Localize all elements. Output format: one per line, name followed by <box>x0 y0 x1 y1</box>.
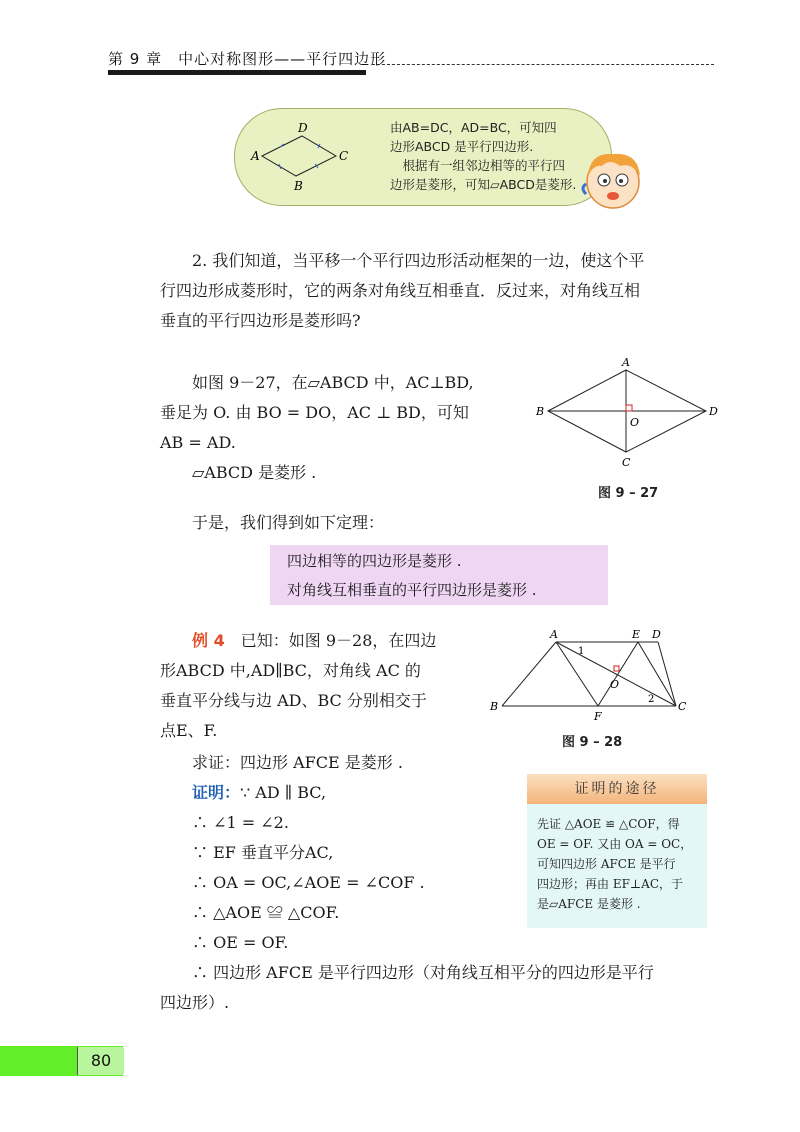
bubble-line: 根据有一组邻边相等的平行四 <box>390 158 566 173</box>
conclusion-text: 于是，我们得到如下定理： <box>160 513 385 532</box>
example-line: 垂直平分线与边 AD、BC 分别相交于 <box>160 691 427 710</box>
small-label-c: C <box>339 149 349 163</box>
fig28-angle-1: 1 <box>578 646 585 657</box>
example-4 <box>160 626 490 746</box>
proof-first: ∵ AD ∥ BC, <box>240 783 327 802</box>
small-label-d: D <box>298 121 308 135</box>
explain-line: 垂足为 O. 由 BO = DO，AC ⊥ BD，可知 <box>160 403 469 422</box>
explanation <box>160 368 540 488</box>
fig27-label-b: B <box>536 405 545 418</box>
question-2 <box>160 246 720 336</box>
tip-line: 四边形；再由 EF⊥AC，于 <box>537 877 684 891</box>
prove-statement: 求证：四边形 AFCE 是菱形 . <box>160 753 403 772</box>
bubble-line: 由AB=DC，AD=BC，可知四 <box>390 120 557 135</box>
header-dashed-rule <box>372 64 714 65</box>
proof-block <box>160 778 500 958</box>
example-label: 例 4 <box>192 631 225 650</box>
fig27-label-c: C <box>622 456 631 469</box>
explain-line: AB = AD. <box>160 433 236 452</box>
fig27-label-o: O <box>630 416 640 429</box>
theorem-box <box>270 545 608 605</box>
proof-line <box>160 778 500 808</box>
explain-line: ▱ABCD 是菱形 . <box>160 463 317 482</box>
fig28-angle-2: 2 <box>648 694 655 705</box>
fig28-caption: 图 9 – 28 <box>562 735 623 750</box>
example-text: 已知：如图 9－28，在四边 <box>240 631 437 650</box>
fig28-label-e: E <box>632 628 641 641</box>
header-underline <box>108 70 366 75</box>
proof-step: ∴ OA = OC,∠AOE = ∠COF . <box>192 873 425 892</box>
tip-title: 证明的途径 <box>527 774 707 804</box>
page-number: 80 <box>77 1047 124 1075</box>
explain-line: 如图 9－27，在▱ABCD 中，AC⊥BD, <box>160 373 474 392</box>
proof-line <box>160 898 500 928</box>
fig27-label-d: D <box>709 405 718 418</box>
proof-final-line: ∴ 四边形 AFCE 是平行四边形（对角线互相平分的四边形是平行 <box>160 963 654 982</box>
fig28-label-b: B <box>490 700 499 713</box>
tip-line: 先证 △AOE ≌ △COF，得 <box>537 817 680 831</box>
proof-final-line: 四边形）. <box>160 993 230 1012</box>
tip-line: OE = OF. 又由 OA = OC， <box>537 837 693 851</box>
proof-line <box>160 838 500 868</box>
question-line: 垂直的平行四边形是菱形吗? <box>160 311 361 330</box>
figure-9-27 <box>530 356 730 474</box>
example-line <box>160 626 490 656</box>
theorem-line-2: 对角线互相垂直的平行四边形是菱形 . <box>287 581 537 599</box>
proof-step: ∴ OE = OF. <box>192 933 289 952</box>
tip-line: 是▱AFCE 是菱形 . <box>537 897 641 911</box>
fig27-caption: 图 9 – 27 <box>598 486 659 501</box>
small-label-a: A <box>251 149 260 163</box>
example-line: 形ABCD 中,AD∥BC，对角线 AC 的 <box>160 661 421 680</box>
fig28-label-f: F <box>594 710 602 723</box>
fig28-label-a: A <box>550 628 558 641</box>
question-line: 行四边形成菱形时，它的两条对角线互相垂直．反过来，对角线互相 <box>160 281 641 300</box>
question-line: 2. 我们知道，当平移一个平行四边形活动框架的一边，使这个平 <box>160 251 645 270</box>
bubble-line: 边形ABCD 是平行四边形. <box>390 139 534 154</box>
fig28-label-c: C <box>678 700 687 713</box>
example-line: 点E、F. <box>160 721 218 740</box>
proof-line <box>160 808 500 838</box>
bubble-text <box>390 118 590 194</box>
chapter-number: 第 9 章 <box>108 50 163 68</box>
tip-line: 可知四边形 AFCE 是平行 <box>537 857 676 871</box>
bubble-line: 边形是菱形，可知▱ABCD是菱形. <box>390 177 577 192</box>
rhombus-small-figure <box>248 118 358 198</box>
proof-final <box>160 958 730 1018</box>
cartoon-boy-icon <box>580 146 646 214</box>
fig28-label-d: D <box>652 628 661 641</box>
proof-label: 证明： <box>192 783 241 802</box>
figure-9-28 <box>486 626 696 726</box>
fig27-label-a: A <box>622 356 630 369</box>
proof-step: ∴ ∠1 = ∠2. <box>192 813 289 832</box>
proof-tip-box <box>527 774 707 928</box>
fig28-label-o: O <box>610 678 620 691</box>
chapter-header <box>108 48 386 69</box>
proof-line <box>160 928 500 958</box>
proof-step: ∵ EF 垂直平分AC, <box>192 843 334 862</box>
chapter-title: 中心对称图形——平行四边形 <box>178 50 387 68</box>
proof-line <box>160 868 500 898</box>
tip-body <box>537 814 701 914</box>
proof-step: ∴ △AOE ≌ △COF. <box>192 903 340 922</box>
theorem-line-1: 四边相等的四边形是菱形 . <box>287 552 462 570</box>
small-label-b: B <box>294 179 303 193</box>
